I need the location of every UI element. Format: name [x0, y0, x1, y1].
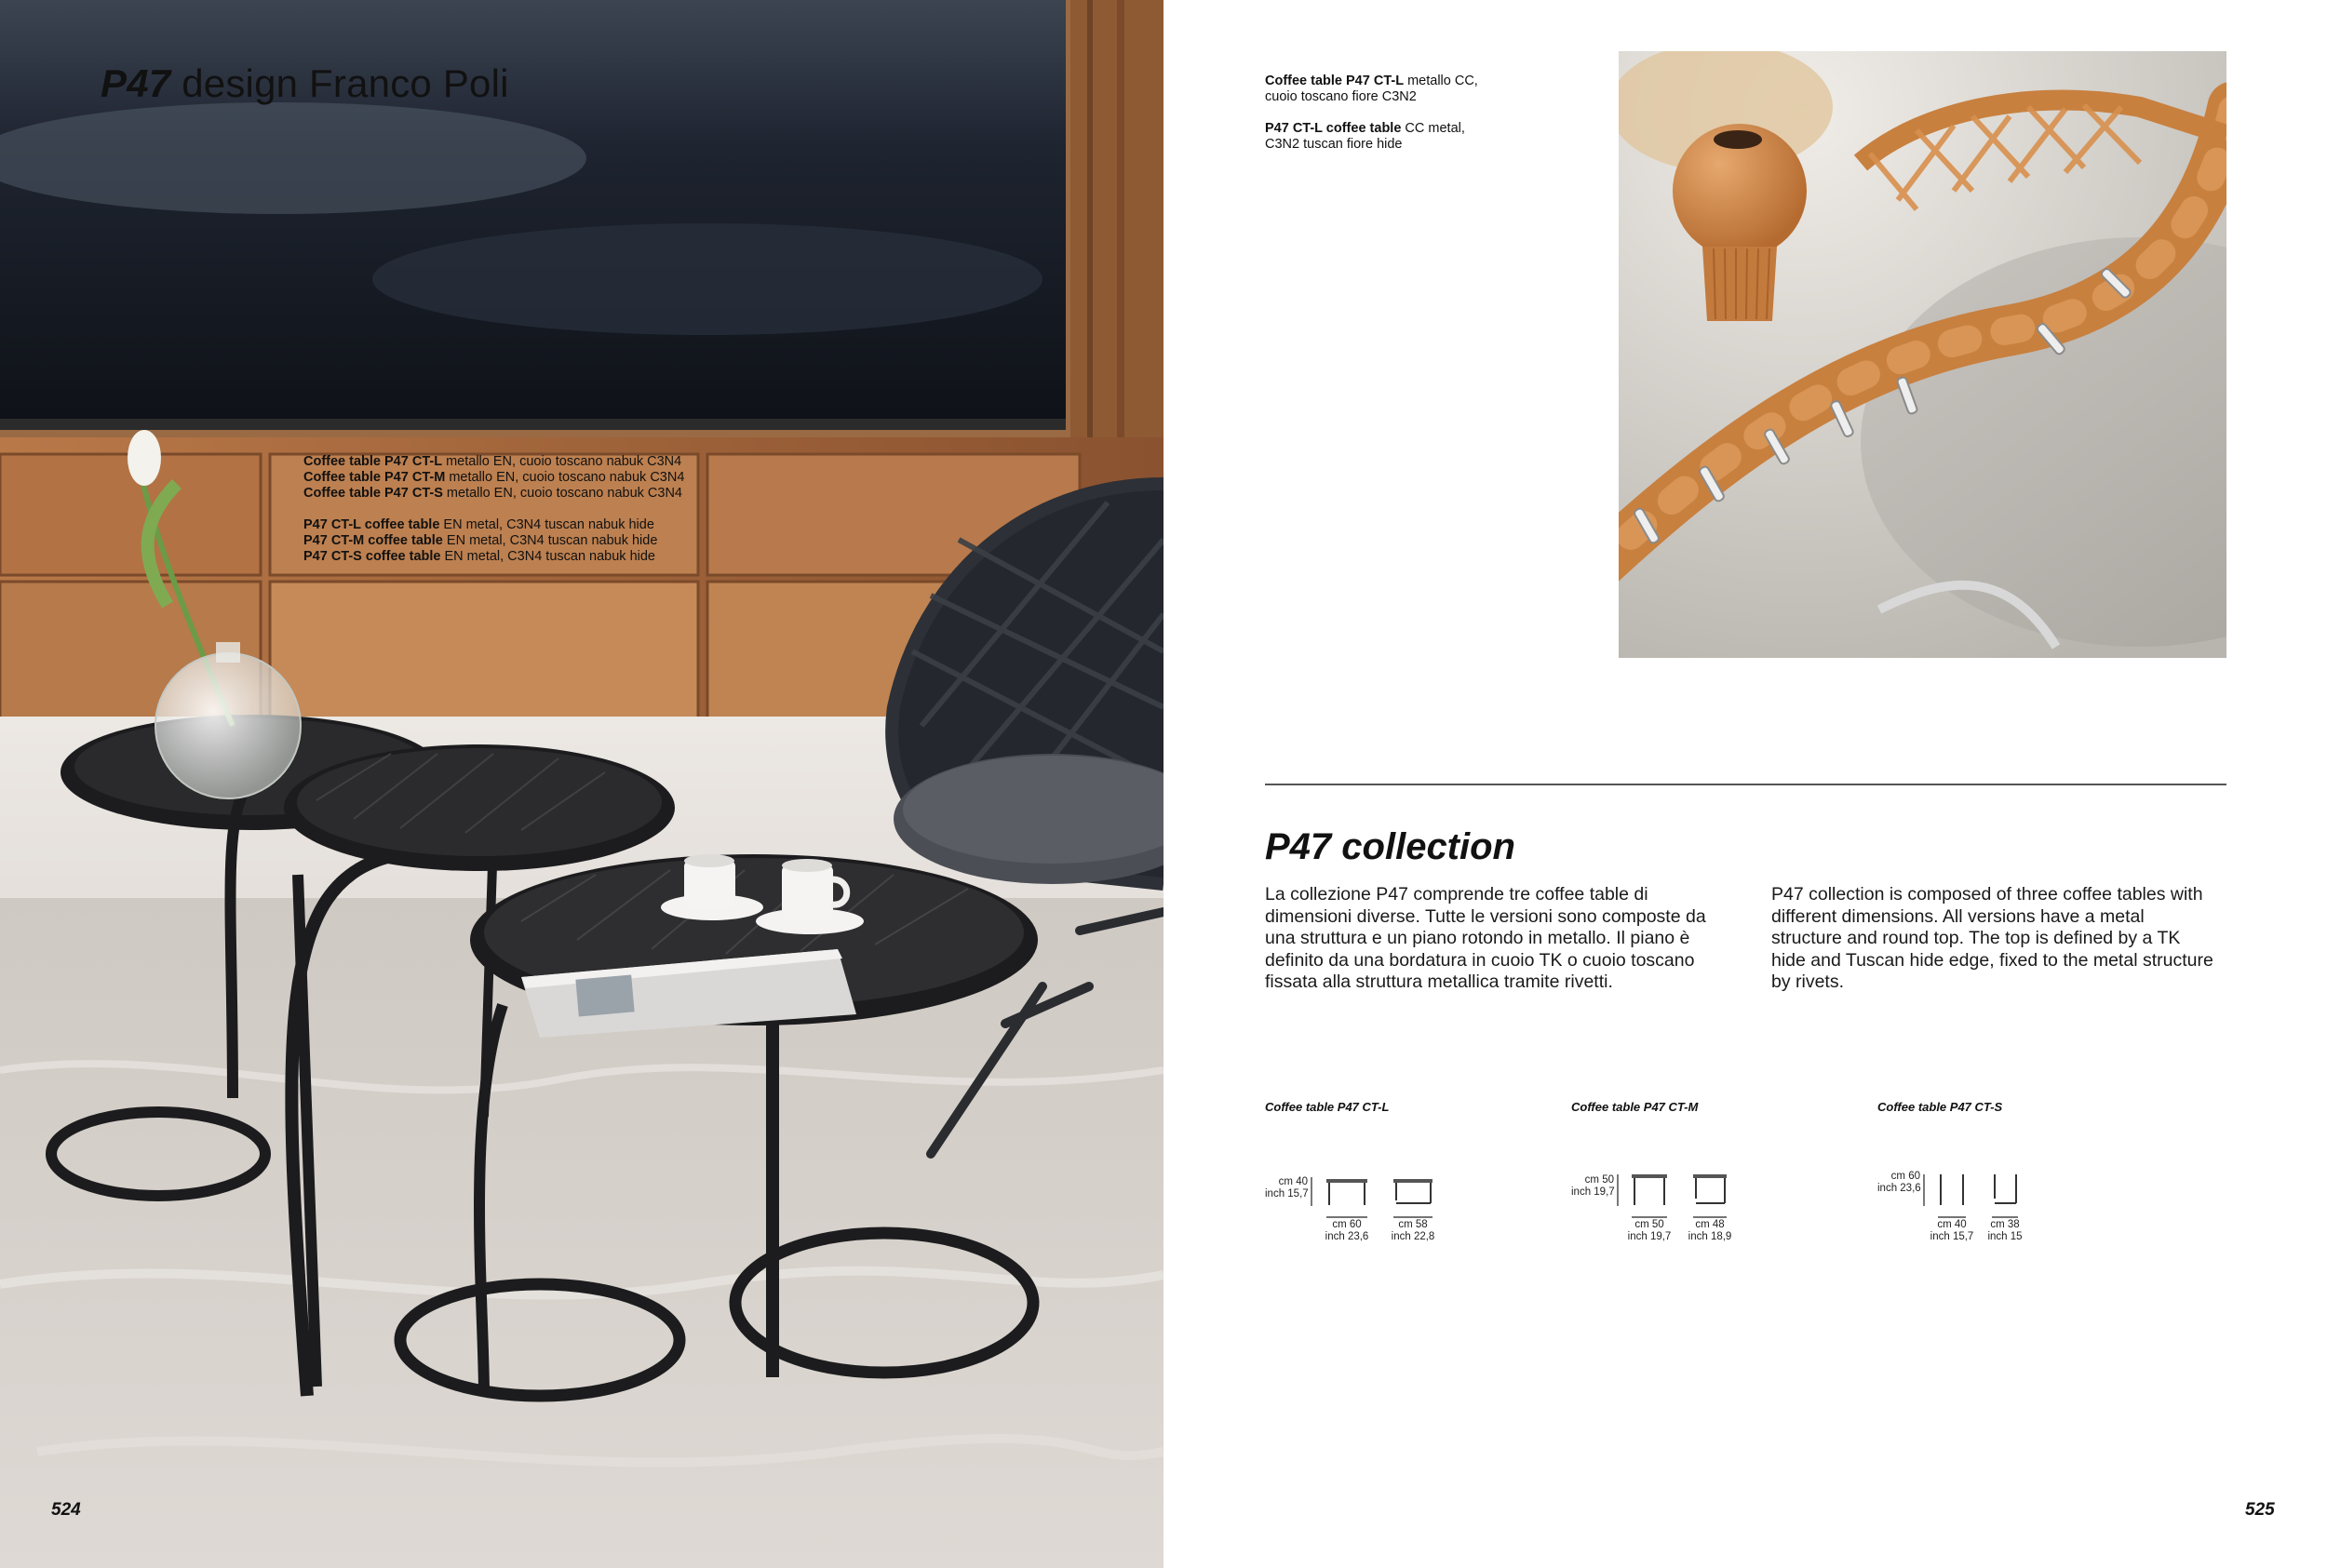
collection-title: P47 collection	[1265, 826, 1515, 867]
caption-line	[303, 470, 713, 486]
caption-finish: C3N2 tuscan fiore hide	[1265, 137, 1403, 152]
caption-it	[1265, 74, 1544, 105]
photo-caption-right	[1265, 74, 1544, 168]
height-dimension: cm 50 inch 19,7	[1571, 1174, 1615, 1198]
title-model: P47	[101, 61, 171, 105]
width-dimension: cm 40 inch 15,7	[1930, 1219, 1974, 1242]
variant-name: Coffee table P47 CT-M	[1571, 1100, 1699, 1114]
caption-finish: metallo EN, cuoio toscano nabuk C3N4	[446, 486, 682, 501]
page-number-left: 524	[51, 1500, 81, 1520]
caption-finish: EN metal, C3N4 tuscan nabuk hide	[446, 533, 658, 548]
dimension-drawing	[1265, 1174, 1544, 1267]
variant-name: Coffee table P47 CT-L	[1265, 1100, 1390, 1114]
caption-line	[303, 486, 713, 502]
page-title	[101, 61, 509, 106]
caption-product-name: Coffee table P47 CT-L	[303, 454, 443, 469]
detail-photo-leather-edge	[1619, 51, 2226, 658]
caption-finish: metallo CC,	[1407, 74, 1478, 88]
photo-caption-left	[303, 454, 713, 565]
section-divider	[1265, 784, 2226, 785]
dimension-drawing	[1571, 1174, 1850, 1267]
caption-line	[303, 533, 713, 549]
description-english: P47 collection is composed of three coffee tables with different dimensions. All versions have a metal structure and round top. The top is defined by a TK hide and Tuscan hide edge, fixed to the metal structure by rivets.	[1771, 884, 2213, 992]
depth-dimension: cm 58 inch 22,8	[1391, 1219, 1435, 1242]
caption-finish: EN metal, C3N4 tuscan nabuk hide	[444, 549, 655, 564]
caption-en	[1265, 121, 1544, 153]
caption-product-name: Coffee table P47 CT-L	[1265, 74, 1405, 88]
caption-finish: metallo EN, cuoio toscano nabuk C3N4	[446, 454, 682, 469]
caption-product-name: P47 CT-L coffee table	[303, 517, 440, 532]
description-italian: La collezione P47 comprende tre coffee table di dimensioni diverse. Tutte le versioni sono composte da una struttura e un piano rotondo in metallo. Il piano è definito da una bordatura in cuoio TK o cuoio toscano fissata alla struttura metallica tramite rivetti.	[1265, 884, 1706, 992]
caption-line	[303, 517, 713, 533]
title-designer: design Franco Poli	[182, 61, 509, 105]
variant-ct-m	[1571, 1100, 1850, 1267]
dimension-drawing	[1877, 1171, 2157, 1267]
depth-dimension: cm 48 inch 18,9	[1688, 1219, 1732, 1242]
caption-product-name: Coffee table P47 CT-S	[303, 486, 443, 501]
depth-dimension: cm 38 inch 15	[1987, 1219, 2023, 1242]
width-dimension: cm 60 inch 23,6	[1325, 1219, 1369, 1242]
caption-finish: CC metal,	[1405, 121, 1465, 136]
variant-ct-s	[1877, 1100, 2157, 1267]
caption-finish: EN metal, C3N4 tuscan nabuk hide	[443, 517, 654, 532]
width-dimension: cm 50 inch 19,7	[1627, 1219, 1672, 1242]
page-number-right: 525	[2245, 1500, 2275, 1520]
caption-finish: metallo EN, cuoio toscano nabuk C3N4	[449, 470, 685, 485]
caption-product-name: P47 CT-S coffee table	[303, 549, 441, 564]
variant-ct-l	[1265, 1100, 1544, 1267]
variant-name: Coffee table P47 CT-S	[1877, 1100, 2003, 1114]
caption-product-name: Coffee table P47 CT-M	[303, 470, 446, 485]
caption-line	[303, 549, 713, 565]
caption-product-name: P47 CT-L coffee table	[1265, 121, 1402, 136]
caption-line	[303, 454, 713, 470]
caption-product-name: P47 CT-M coffee table	[303, 533, 443, 548]
height-dimension: cm 40 inch 15,7	[1265, 1176, 1309, 1199]
caption-finish: cuoio toscano fiore C3N2	[1265, 89, 1417, 104]
height-dimension: cm 60 inch 23,6	[1877, 1171, 1921, 1194]
